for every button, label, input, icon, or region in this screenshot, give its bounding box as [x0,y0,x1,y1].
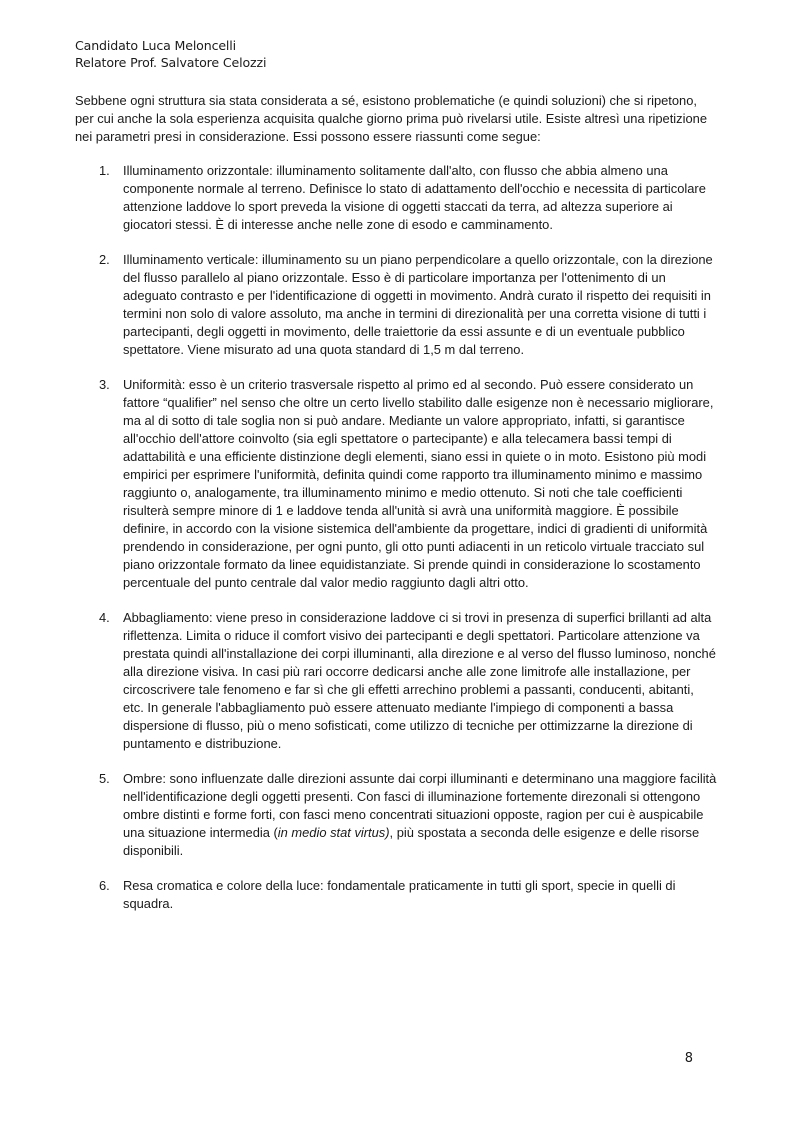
intro-paragraph: Sebbene ogni struttura sia stata considerata a sé, esistono problematiche (e quindi soluzioni) che si ripetono, per cui anche la sola esperienza acquisita qualche giorno prima può rivelarsi utile. Esiste altresì una ripetizione nei parametri presi in considerazione. Essi possono essere riassunti come segue: [75,93,707,144]
page-header [75,37,266,71]
list-item-text: Resa cromatica e colore della luce: fondamentale praticamente in tutti gli sport, specie in quelli di squadra. [123,878,676,911]
list-item-text-part: Ombre: sono influenzate dalle direzioni assunte dai corpi illuminanti e determinano una maggiore facilità nell'identificazione degli oggetti presenti. Con fasci di illuminazione fortemente direzonali si ottengono ombre distinti e forme forti, con fasci meno concentrati situazioni opposte, ragion per cui è auspicabile una situazione intermedia ( [123,771,717,840]
list-item-text: Abbagliamento: viene preso in considerazione laddove ci si trovi in presenza di superfici brillanti ad alta riflettenza. Limita o riduce il comfort visivo dei partecipanti e degli spettatori. Particolare attenzione va prestata quindi all'installazione dei corpi illuminanti, alla direzione e al verso del flusso luminoso, nonché alla direzione visiva. In casi più rari occorre dedicarsi anche alle zone limitrofe alle installazione, per circoscrivere tale fenomeno e far sì che gli effetti arrechino problemi a passanti, conducenti, abitanti, etc. In generale l'abbagliamento può essere attenuato mediante l'impiego di componenti a bassa dispersione di flusso, più o meno sofisticati, come utilizzo di tecniche per ottimizzarne la direzione di puntamento e distribuzione. [123,610,716,751]
list-item [75,251,718,359]
document-body [75,92,718,930]
list-item-text-part: , più spostata a seconda delle esigenze e delle risorse disponibili. [123,825,700,858]
page-number: 8 [684,1051,693,1066]
list-item [75,162,718,234]
list-item-number: 5. [99,771,110,786]
latin-phrase: in medio stat virtus) [277,825,390,840]
list-item-text: Illuminamento orizzontale: illuminamento solitamente dall'alto, con flusso che abbia almeno una componente normale al terreno. Definisce lo stato di adattamento dell'occhio e necessita di particolare attenzione laddove lo sport preveda la visione di oggetti staccati da terra, ad altezza superiore ai giocatori stessi. È di interesse anche nelle zone di esodo e camminamento. [123,163,706,232]
list-item-number: 6. [99,878,110,893]
list-item-text [123,770,718,860]
list-item-number: 1. [99,163,110,178]
list-item [75,877,718,913]
supervisor-name: Relatore Prof. Salvatore Celozzi [75,55,267,70]
list-item-number: 3. [99,377,110,392]
list-item [75,376,718,592]
list-item-text: Illuminamento verticale: illuminamento su un piano perpendicolare a quello orizzontale, con la direzione del flusso parallelo al piano orizzontale. Esso è di particolare importanza per l'ottenimento di un adeguato contrasto e per l'identificazione di oggetti in movimento. Andrà curato il rispetto dei requisiti in termini non solo di valore assoluto, ma anche in termini di direzionalità per una corretta visione di tutti i partecipanti, degli oggetti in movimento, delle traiettorie da essi assunte e di un eventuale pubblico spettatore. Viene misurato ad una quota standard di 1,5 m dal terreno. [123,252,713,357]
list-item-number: 4. [99,610,110,625]
list-item-number: 2. [99,252,110,267]
list-item-text: Uniformità: esso è un criterio trasversale rispetto al primo ed al secondo. Può essere considerato un fattore “qualifier” nel senso che oltre un certo livello stabilito dalle esigenze non è necessario migliorare, ma al di sotto di tale soglia non si può andare. Mediante un valore appropriato, infatti, si garantisce all'occhio dell'attore coinvolto (sia egli spettatore o partecipante) e alla telecamera bassi tempi di adattabilità e una efficiente distinzione degli elementi, siano essi in quiete o in moto. Esistono più modi empirici per esprimere l'uniformità, definita quindi come rapporto tra illuminamento minimo e massimo raggiunto o, analogamente, tra illuminamento minimo e medio ottenuto. Si noti che tale coefficienti risulterà sempre minore di 1 e laddove tenda all'unità si avrà una uniformità maggiore. È possibile definire, in accordo con la visione sistemica dell'ambiente da progettare, indici di gradienti di uniformità prendendo in considerazione, per ogni punto, gli otto punti adiacenti in un reticolo virtuale tracciato sul piano orizzontale formato da linee equidistanziate. Si prende quindi in considerazione lo scostamento percentuale del punto centrale dal valor medio raggiunto dagli altri otto. [123,377,714,590]
candidate-name: Candidato Luca Meloncelli [75,38,236,53]
list-item [75,609,718,753]
list-item [75,770,718,860]
parameter-list [75,162,718,913]
